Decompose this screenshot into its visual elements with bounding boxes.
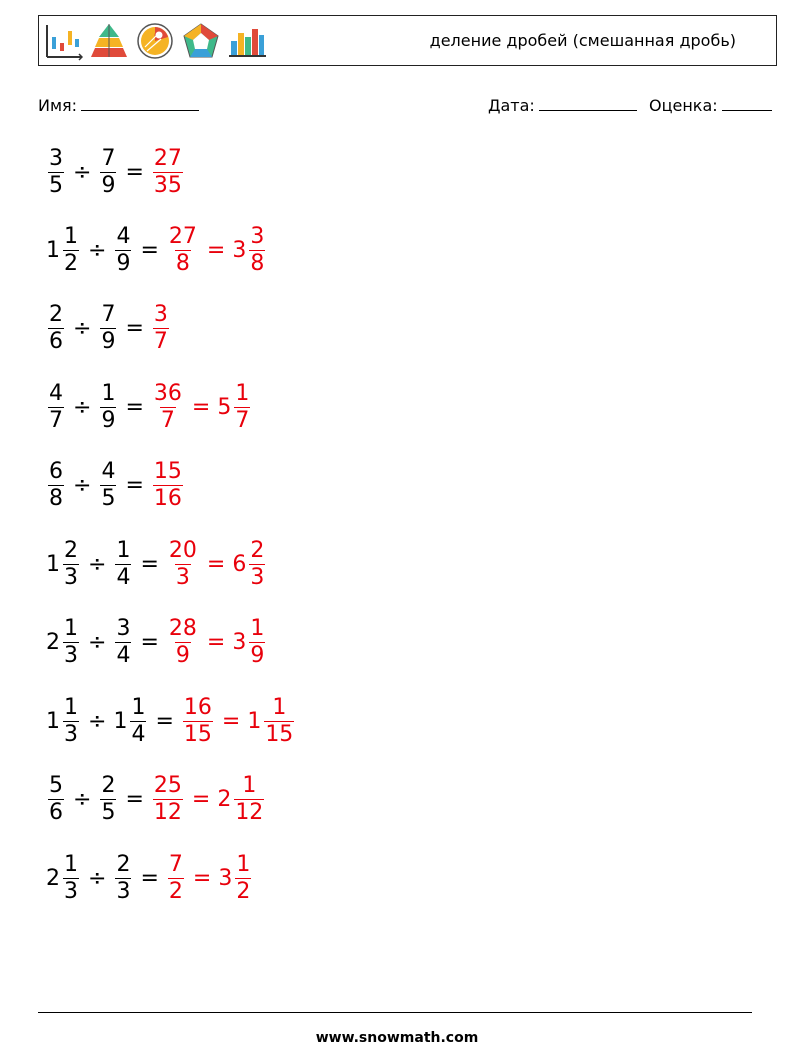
answer-mixed [217, 774, 266, 823]
divisor-fraction [115, 539, 131, 588]
answer-improper-numerator: 27 [153, 146, 182, 172]
answer-mixed-fraction [234, 382, 250, 431]
problem-row [46, 142, 185, 202]
divisor-fraction-denominator: 9 [101, 172, 116, 198]
answer-mixed-fraction-denominator: 9 [250, 642, 265, 668]
answer-improper-denominator: 9 [175, 642, 190, 668]
answer-mixed-fraction [249, 617, 265, 666]
date-label: Дата: [488, 96, 535, 115]
answer-mixed-whole: 1 [247, 708, 262, 734]
answer-mixed-fraction-denominator: 8 [250, 250, 265, 276]
dividend-fraction-denominator: 3 [64, 642, 78, 668]
answer-mixed [217, 382, 252, 431]
problem-row [46, 534, 267, 594]
date-blank [539, 96, 637, 111]
answer-improper [153, 147, 183, 196]
answer-mixed-whole: 3 [218, 865, 233, 891]
dividend-fraction-numerator: 4 [49, 381, 63, 407]
dividend [46, 460, 66, 509]
divisor [98, 382, 118, 431]
answer-improper-numerator: 3 [153, 302, 168, 328]
divisor-fraction-numerator: 1 [101, 381, 116, 407]
dividend [46, 539, 81, 588]
dividend-fraction [48, 460, 64, 509]
bar-graph-icon [227, 21, 267, 61]
divisor [113, 853, 133, 902]
dividend-fraction-denominator: 3 [64, 721, 78, 747]
dividend-fraction-denominator: 5 [49, 172, 63, 198]
dividend-fraction [48, 147, 64, 196]
answer-mixed-fraction [235, 853, 251, 902]
dividend-fraction [48, 774, 64, 823]
answer-improper-denominator: 3 [175, 564, 190, 590]
divide-sign: ÷ [73, 472, 92, 498]
problem-row [46, 220, 267, 280]
answer-equals-sign: = [192, 865, 212, 891]
equals-sign: = [125, 786, 144, 812]
footer-divider [38, 1012, 752, 1013]
divide-sign: ÷ [88, 629, 107, 655]
divide-sign: ÷ [88, 865, 107, 891]
equals-sign: = [125, 394, 144, 420]
dividend-fraction-denominator: 3 [64, 564, 78, 590]
answer-improper-denominator: 7 [153, 328, 168, 354]
divisor-fraction-denominator: 4 [116, 564, 131, 590]
dividend-whole: 1 [46, 551, 60, 577]
divide-sign: ÷ [88, 237, 107, 263]
divide-sign: ÷ [73, 394, 92, 420]
pie-chart-icon [135, 21, 175, 61]
divisor-fraction [115, 225, 131, 274]
answer-improper-denominator: 35 [153, 172, 182, 198]
answer-improper-denominator: 7 [160, 407, 175, 433]
divisor [98, 774, 118, 823]
answer-mixed [232, 539, 267, 588]
answer-mixed-fraction [249, 539, 265, 588]
answer-improper [153, 460, 183, 509]
dividend-fraction-denominator: 8 [49, 485, 63, 511]
answer-mixed-fraction-numerator: 1 [235, 381, 250, 407]
answer-improper [168, 225, 198, 274]
dividend-fraction-numerator: 1 [64, 852, 78, 878]
dividend-fraction [48, 382, 64, 431]
problem-row [46, 455, 185, 515]
dividend-whole: 2 [46, 865, 60, 891]
dividend [46, 303, 66, 352]
dividend-fraction-numerator: 1 [64, 695, 78, 721]
answer-mixed-whole: 3 [232, 237, 247, 263]
dividend-fraction-denominator: 7 [49, 407, 63, 433]
divisor-fraction-denominator: 3 [116, 878, 131, 904]
divisor-fraction-denominator: 5 [101, 799, 116, 825]
divisor-fraction [100, 382, 116, 431]
answer-improper [183, 696, 213, 745]
answer-mixed-whole: 2 [217, 786, 232, 812]
dividend-fraction [63, 696, 79, 745]
answer-mixed-fraction-numerator: 1 [272, 695, 287, 721]
problem-row [46, 298, 171, 358]
header-icons [43, 21, 267, 61]
equals-sign: = [140, 865, 159, 891]
answer-improper-numerator: 16 [183, 695, 212, 721]
answer-mixed-fraction [249, 225, 265, 274]
answer-improper-denominator: 8 [175, 250, 190, 276]
dividend-whole: 1 [46, 237, 60, 263]
divisor [113, 617, 133, 666]
divisor [113, 225, 133, 274]
footer-url: www.snowmath.com [315, 1030, 479, 1046]
answer-improper [153, 774, 183, 823]
dividend-fraction [63, 853, 79, 902]
answer-mixed-fraction-numerator: 1 [250, 616, 265, 642]
dividend [46, 225, 81, 274]
divide-sign: ÷ [73, 159, 92, 185]
divisor-fraction [130, 696, 146, 745]
answer-improper-numerator: 20 [168, 538, 197, 564]
answer-equals-sign: = [191, 786, 211, 812]
answer-improper-numerator: 7 [168, 852, 183, 878]
divisor [98, 460, 118, 509]
answer-improper [153, 303, 169, 352]
answer-mixed [218, 853, 253, 902]
dividend-whole: 1 [46, 708, 60, 734]
dividend [46, 774, 66, 823]
answer-mixed-fraction-numerator: 2 [250, 538, 265, 564]
divisor-fraction-numerator: 7 [101, 146, 116, 172]
grade-label: Оценка: [649, 96, 718, 115]
dividend-fraction-numerator: 3 [49, 146, 63, 172]
divisor-fraction [100, 460, 116, 509]
answer-improper [153, 382, 183, 431]
answer-mixed-fraction-denominator: 7 [235, 407, 250, 433]
answer-mixed-whole: 5 [217, 394, 232, 420]
divisor-fraction [115, 617, 131, 666]
worksheet-header [38, 15, 777, 66]
dividend [46, 147, 66, 196]
date-field [488, 96, 637, 115]
grade-blank [722, 96, 772, 111]
divisor-fraction-denominator: 4 [116, 642, 131, 668]
answer-mixed-fraction-numerator: 1 [236, 852, 251, 878]
equals-sign: = [140, 629, 159, 655]
problem-row [46, 848, 253, 908]
answer-improper-numerator: 27 [168, 224, 197, 250]
equals-sign: = [140, 237, 159, 263]
divisor-fraction [100, 303, 116, 352]
divisor-fraction [100, 147, 116, 196]
answer-equals-sign: = [206, 551, 226, 577]
divisor-fraction-numerator: 4 [101, 459, 116, 485]
divide-sign: ÷ [88, 551, 107, 577]
divisor-whole: 1 [113, 708, 128, 734]
answer-mixed-fraction-numerator: 3 [250, 224, 265, 250]
answer-mixed-whole: 6 [232, 551, 247, 577]
dividend-whole: 2 [46, 629, 60, 655]
dividend-fraction-numerator: 1 [64, 224, 78, 250]
answer-improper-numerator: 36 [153, 381, 182, 407]
answer-mixed [232, 617, 267, 666]
answer-mixed-fraction-numerator: 1 [242, 773, 257, 799]
pentagon-chart-icon [181, 21, 221, 61]
dividend [46, 696, 81, 745]
dividend [46, 853, 81, 902]
equals-sign: = [140, 551, 159, 577]
divisor-fraction-denominator: 5 [101, 485, 116, 511]
equals-sign: = [125, 159, 144, 185]
answer-improper-numerator: 25 [153, 773, 182, 799]
answer-improper-denominator: 12 [153, 799, 182, 825]
answer-mixed-fraction [234, 774, 264, 823]
problem-row [46, 612, 267, 672]
bar-chart-icon [43, 21, 83, 61]
worksheet-title: деление дробей (смешанная дробь) [429, 31, 736, 50]
dividend-fraction [63, 539, 79, 588]
dividend-fraction-numerator: 5 [49, 773, 63, 799]
equals-sign: = [155, 708, 174, 734]
answer-equals-sign: = [221, 708, 241, 734]
divisor [113, 539, 133, 588]
answer-improper-denominator: 15 [183, 721, 212, 747]
dividend-fraction-denominator: 3 [64, 878, 78, 904]
divisor-fraction-numerator: 2 [101, 773, 116, 799]
answer-mixed-whole: 3 [232, 629, 247, 655]
divisor-fraction-denominator: 9 [101, 407, 116, 433]
dividend-fraction [48, 303, 64, 352]
divisor-fraction-denominator: 4 [131, 721, 146, 747]
grade-field [649, 96, 772, 115]
divide-sign: ÷ [73, 315, 92, 341]
dividend-fraction-numerator: 2 [64, 538, 78, 564]
answer-improper-denominator: 2 [168, 878, 183, 904]
name-blank [81, 96, 199, 111]
answer-mixed-fraction-denominator: 2 [236, 878, 251, 904]
answer-equals-sign: = [206, 629, 226, 655]
pyramid-chart-icon [89, 21, 129, 61]
answer-improper-numerator: 15 [153, 459, 182, 485]
dividend-fraction-numerator: 6 [49, 459, 63, 485]
equals-sign: = [125, 315, 144, 341]
answer-mixed-fraction-denominator: 15 [265, 721, 294, 747]
divide-sign: ÷ [88, 708, 107, 734]
dividend-fraction-denominator: 2 [64, 250, 78, 276]
dividend-fraction-denominator: 6 [49, 328, 63, 354]
answer-improper [168, 853, 184, 902]
divisor-fraction-numerator: 1 [131, 695, 146, 721]
divide-sign: ÷ [73, 786, 92, 812]
divisor-fraction [100, 774, 116, 823]
divisor [98, 303, 118, 352]
problem-row [46, 377, 252, 437]
answer-improper-denominator: 16 [153, 485, 182, 511]
answer-improper [168, 539, 198, 588]
answer-equals-sign: = [191, 394, 211, 420]
divisor-fraction-denominator: 9 [116, 250, 131, 276]
answer-improper-numerator: 28 [168, 616, 197, 642]
dividend-fraction-numerator: 1 [64, 616, 78, 642]
answer-mixed [247, 696, 296, 745]
problem-row [46, 691, 296, 751]
equals-sign: = [125, 472, 144, 498]
divisor-fraction-numerator: 2 [116, 852, 131, 878]
divisor-fraction-denominator: 9 [101, 328, 116, 354]
dividend-fraction [63, 617, 79, 666]
dividend [46, 617, 81, 666]
dividend-fraction-denominator: 6 [49, 799, 63, 825]
dividend-fraction-numerator: 2 [49, 302, 63, 328]
dividend-fraction [63, 225, 79, 274]
divisor [98, 147, 118, 196]
name-label: Имя: [38, 96, 78, 115]
dividend [46, 382, 66, 431]
answer-mixed [232, 225, 267, 274]
divisor-fraction-numerator: 1 [116, 538, 131, 564]
divisor-fraction-numerator: 7 [101, 302, 116, 328]
divisor-fraction [115, 853, 131, 902]
divisor-fraction-numerator: 4 [116, 224, 131, 250]
divisor-fraction-numerator: 3 [116, 616, 131, 642]
name-field [38, 96, 199, 115]
divisor [113, 696, 148, 745]
problem-row [46, 769, 266, 829]
answer-mixed-fraction-denominator: 12 [235, 799, 264, 825]
answer-equals-sign: = [206, 237, 226, 263]
answer-mixed-fraction [264, 696, 294, 745]
answer-mixed-fraction-denominator: 3 [250, 564, 265, 590]
answer-improper [168, 617, 198, 666]
